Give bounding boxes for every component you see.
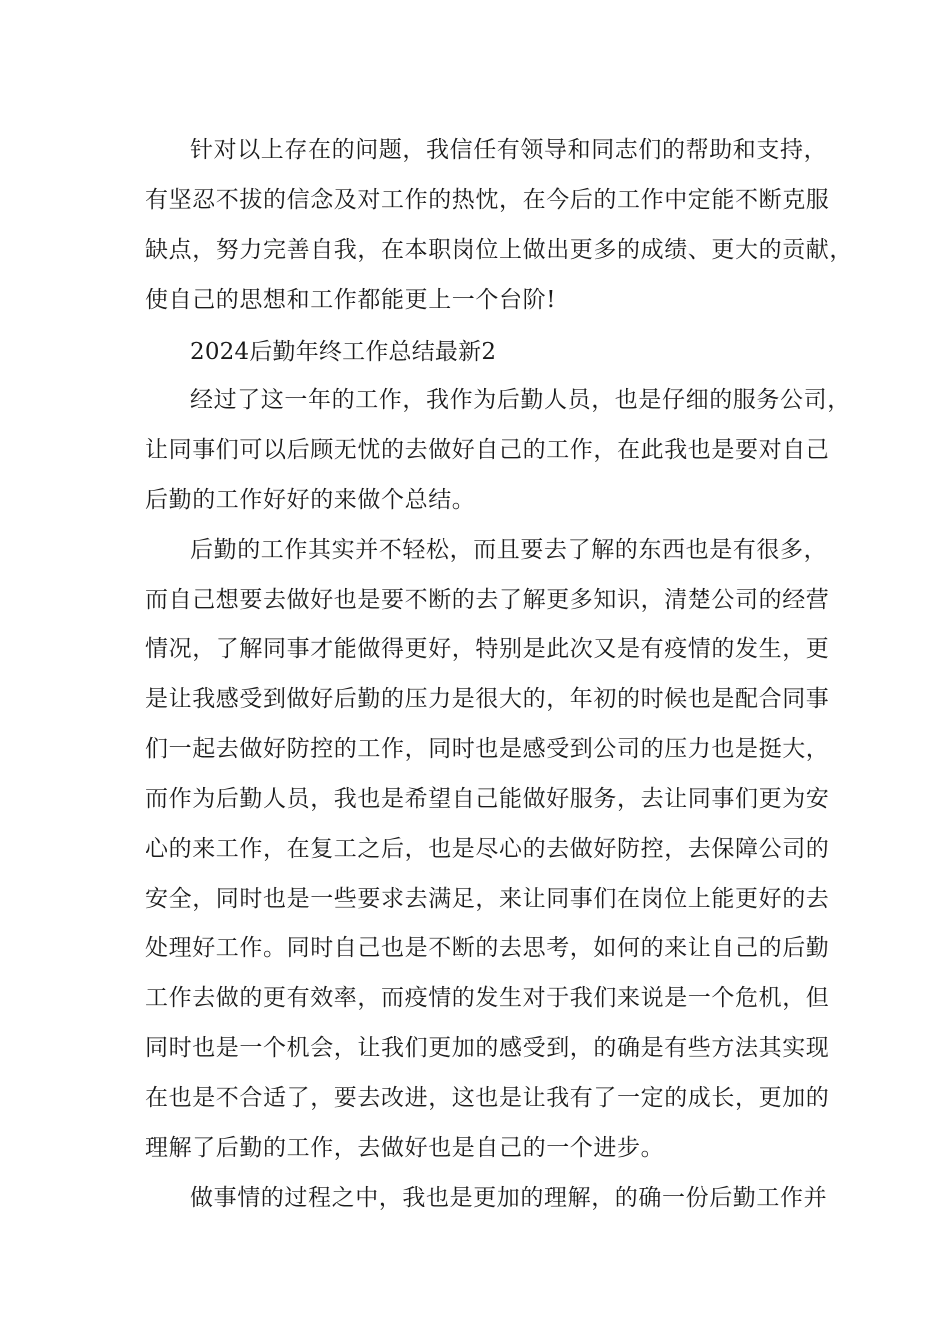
section-heading: 2024后勤年终工作总结最新2 xyxy=(190,339,497,365)
paragraph-line: 理解了后勤的工作，去做好也是自己的一个进步。 xyxy=(145,1135,665,1161)
paragraph-line: 而作为后勤人员，我也是希望自己能做好服务，去让同事们更为安 xyxy=(145,786,830,812)
paragraph-line: 后勤的工作其实并不轻松，而且要去了解的东西也是有很多， xyxy=(190,537,828,563)
paragraph-line: 心的来工作，在复工之后，也是尽心的去做好防控，去保障公司的 xyxy=(145,836,830,862)
paragraph-line: 让同事们可以后顾无忧的去做好自己的工作，在此我也是要对自己 xyxy=(145,437,830,463)
paragraph-line: 有坚忍不拔的信念及对工作的热忱，在今后的工作中定能不断克服 xyxy=(145,187,830,213)
paragraph-line: 后勤的工作好好的来做个总结。 xyxy=(145,487,476,513)
paragraph-line: 处理好工作。同时自己也是不断的去思考，如何的来让自己的后勤 xyxy=(145,935,830,961)
paragraph-line: 在也是不合适了，要去改进，这也是让我有了一定的成长，更加的 xyxy=(145,1085,830,1111)
paragraph-line: 而自己想要去做好也是要不断的去了解更多知识，清楚公司的经营 xyxy=(145,587,830,613)
paragraph-line: 安全，同时也是一些要求去满足，来让同事们在岗位上能更好的去 xyxy=(145,886,830,912)
paragraph-line: 使自己的思想和工作都能更上一个台阶! xyxy=(145,287,557,313)
paragraph-line: 做事情的过程之中，我也是更加的理解，的确一份后勤工作并 xyxy=(190,1185,828,1211)
paragraph-line: 缺点，努力完善自我，在本职岗位上做出更多的成绩、更大的贡献， xyxy=(145,237,853,263)
paragraph-line: 们一起去做好防控的工作，同时也是感受到公司的压力也是挺大， xyxy=(145,736,830,762)
paragraph-line: 是让我感受到做好后勤的压力是很大的，年初的时候也是配合同事 xyxy=(145,686,830,712)
paragraph-line: 工作去做的更有效率，而疫情的发生对于我们来说是一个危机，但 xyxy=(145,985,830,1011)
paragraph-line: 经过了这一年的工作，我作为后勤人员，也是仔细的服务公司， xyxy=(190,387,851,413)
paragraph-line: 针对以上存在的问题，我信任有领导和同志们的帮助和支持， xyxy=(190,137,828,163)
paragraph-line: 情况，了解同事才能做得更好，特别是此次又是有疫情的发生，更 xyxy=(145,636,830,662)
paragraph-line: 同时也是一个机会，让我们更加的感受到，的确是有些方法其实现 xyxy=(145,1035,830,1061)
